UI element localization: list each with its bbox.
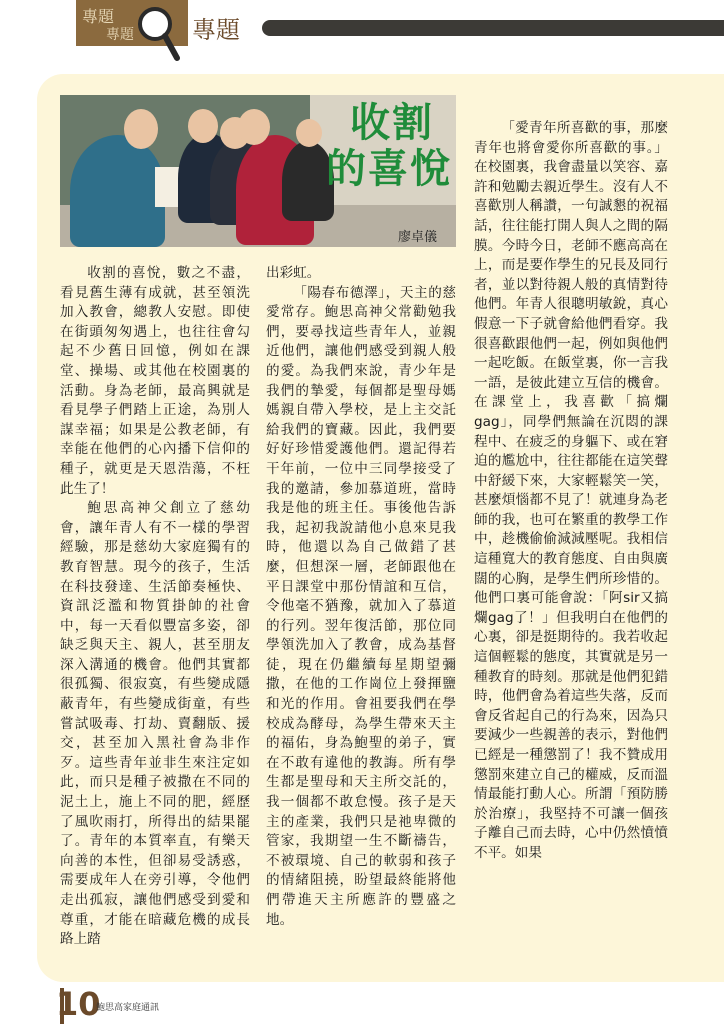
paragraph: 出彩虹。 <box>266 265 321 281</box>
text-column-2 <box>266 264 456 930</box>
article-title-line-2: 的喜悅 <box>326 145 452 192</box>
article-author: 廖卓儀 <box>398 230 438 245</box>
page-header <box>0 0 724 46</box>
article-title-line-1: 收割 <box>350 99 434 146</box>
photo-face <box>238 109 270 145</box>
photo-face <box>188 109 218 143</box>
magnifier-icon <box>135 2 181 62</box>
publication-name: 鮑思高家庭通訊 <box>96 1003 160 1013</box>
photo-person <box>70 135 165 247</box>
header-bar <box>262 20 724 36</box>
paragraph: 鮑思高神父創立了慈幼會，讓年青人有不一樣的學習經驗，那是慈幼大家庭獨有的教育智慧。現今的孩子，生活在科技發達、生活節奏極快、資訊泛濫和物質掛帥的社會中，每一天看似豐富多姿，卻缺乏與天主、親人，甚至朋友深入溝通的機會。他們其實都很孤獨、很寂寞，有些變成隱蔽青年，有些變成街童，有些嘗試吸毒、打劫、賣翻版、援交，甚至加入黑社會為非作歹。這些青年並非生來注定如此，而只是種子被撒在不同的泥土上，施上不同的肥，經歷了風吹雨打，所得出的結果罷了。青年的本質率直，有樂天向善的本性，但卻易受誘惑，需要成年人在旁引導，令他們走出孤寂，讓他們感受到愛和尊重，才能在暗藏危機的成長路上踏 <box>60 500 250 948</box>
section-title: 專題 <box>192 16 240 44</box>
paragraph: 收割的喜悅，數之不盡，看見舊生薄有成就，甚至領洗加入教會，總教人安慰。即使在街頭匆匆遇上，也往往會勾起不少舊日回憶，例如在課堂、操場、或其他在校園裏的活動。身為老師，最高興就是看見學子們踏上正途，為別人謀幸福；如果是公教老師，有幸能在他們的心內播下信仰的種子，就更是天恩浩蕩，不枉此生了！ <box>60 265 250 497</box>
page-number: 10 <box>56 985 101 1023</box>
text-column-1 <box>60 264 250 950</box>
text-column-3 <box>474 119 668 864</box>
paragraph: 「愛青年所喜歡的事，那麼青年也將會愛你所喜歡的事。」在校園裏，我會盡量以笑容、嘉許和勉勵去親近學生。沒有人不喜歡別人稱讚，一句誠懇的祝福話，往往能打開人與人之間的隔膜。今時今日，老師不應高高在上，而是要作學生的兄長及同行者，並以對待親人般的真情對待他們。年青人很聰明敏銳，真心假意一下子就會給他們看穿。我很喜歡跟他們一起，例如與他們一起吃飯。在飯堂裏，你一言我一語，是彼此建立互信的機會。在課堂上，我喜歡「搞爛gag」，同學們無論在沉悶的課程中、在疲乏的身軀下、或在窘迫的尷尬中，往往都能在這笑聲中舒緩下來，大家輕鬆笑一笑，甚麼煩惱都不見了！就連身為老師的我，也可在繁重的教學工作中，趁機偷偷減減壓呢。我相信這種寬大的教育態度、自由與廣闊的心胸，是學生們所珍惜的。他們口裏可能會說：「阿sir又搞爛gag了！」但我明白在他們的心裏，卻是挺期待的。我若收起這個輕鬆的態度，其實就是另一種教育的時刻。那就是他們犯錯時，他們會為着這些失落，反而會反省起自己的行為來，因為只要減少一些親善的表示，對他們已經是一種懲罰了！我不贊成用懲罰來建立自己的權威，反而溫情最能打動人心。所謂「預防勝於治療」，我堅持不可讓一個孩子離自己而去時，心中仍然憤憤不平。如果 <box>474 120 668 861</box>
logo-text-1: 專題 <box>82 7 115 26</box>
photo-face <box>296 119 322 147</box>
photo-face <box>124 109 158 149</box>
paragraph: 「陽春布德澤」，天主的慈愛常存。鮑思高神父常勸勉我們，要尋找這些青年人，並親近他們，讓他們感受到親人般的愛。為我們來說，青少年是我們的摯愛，每個都是聖母媽媽親自帶入學校，是上主交託給我們的寶藏。因此，我們要好好珍惜愛護他們。還記得若干年前，一位中三同學接受了我的邀請，參加慕道班，當時我是他的班主任。事後他告訴我，起初我說請他小息來見我時，他還以為自己做錯了甚麼，但想深一層，老師跟他在平日課堂中那份情誼和互信，令他毫不猶豫，就加入了慕道的行列。翌年復活節，那位同學領洗加入了教會，成為基督徒，現在仍繼續每星期望彌撒，在他的工作崗位上發揮鹽和光的作用。會祖要我們在學校成為酵母，為學生帶來天主的福佑，身為鮑聖的弟子，實在不敢有違他的教誨。所有學生都是聖母和天主所交託的，我一個都不敢怠慢。孩子是天主的產業，我們只是祂卑微的管家，我期望一生不斷禱告，不被環境、自己的軟弱和孩子的情緒阻撓，盼望最終能將他們帶進天主所應許的豐盛之地。 <box>266 284 456 928</box>
logo-text-2: 專題 <box>106 27 134 43</box>
